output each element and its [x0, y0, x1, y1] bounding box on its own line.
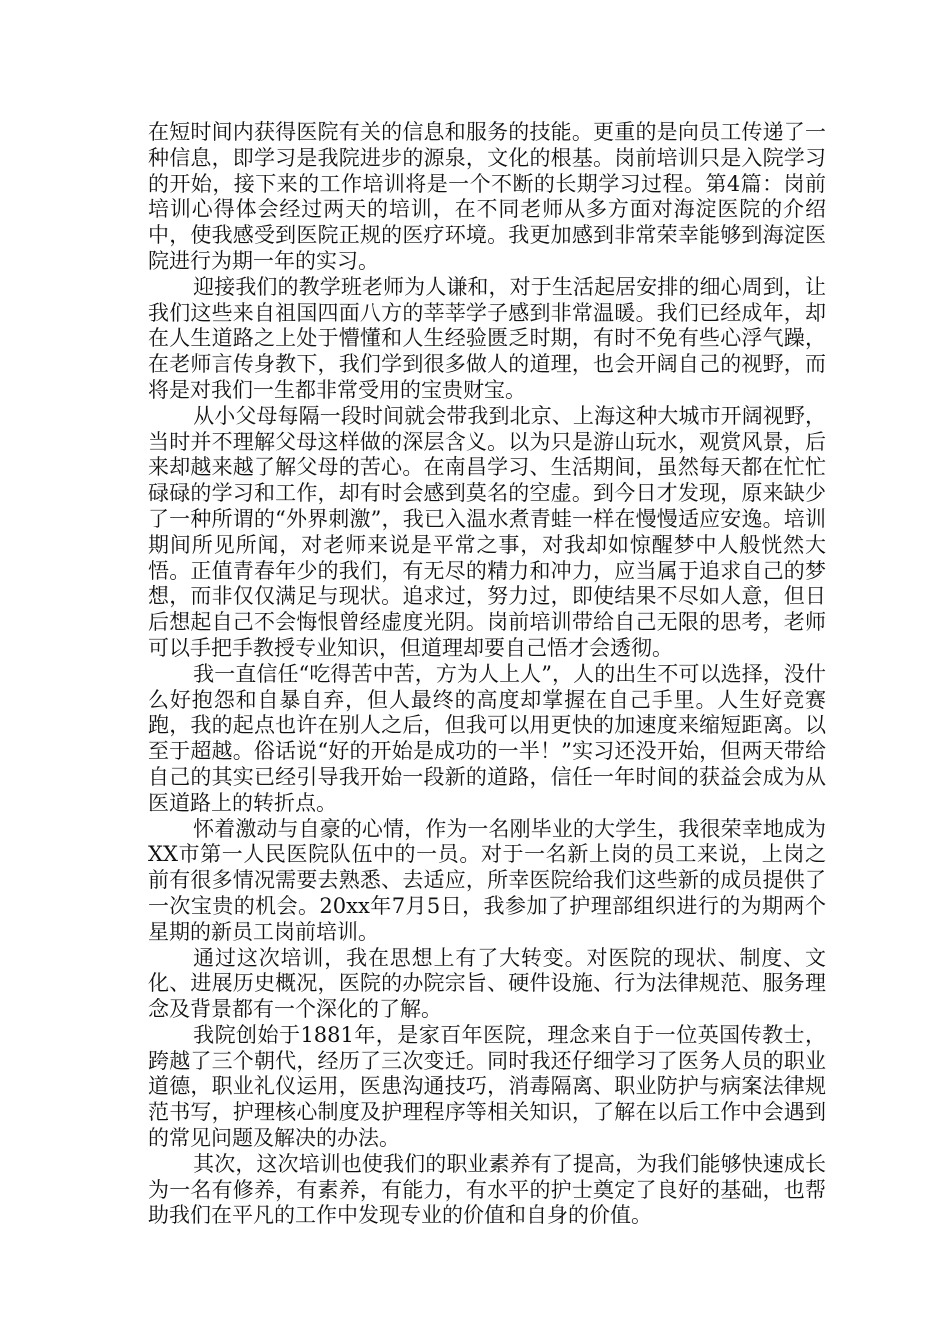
paragraph-5: 怀着激动与自豪的心情，作为一名刚毕业的大学生，我很荣幸地成为XX市第一人民医院队伍中的一员。对于一名新上岗的员工来说，上岗之前有很多情况需要去熟悉、去适应，所幸医院给我们这些新的成员提供了一次宝贵的机会。20xx年7月5日，我参加了护理部组织进行的为期两个星期的新员工岗前培训。: [148, 816, 826, 944]
paragraph-3: 从小父母每隔一段时间就会带我到北京、上海这种大城市开阔视野，当时并不理解父母这样做的深层含义。以为只是游山玩水，观赏风景，后来却越来越了解父母的苦心。在南昌学习、生活期间，虽然每天都在忙忙碌碌的学习和工作，却有时会感到莫名的空虚。到今日才发现，原来缺少了一种所谓的“外界刺激”，我已入温水煮青蛙一样在慢慢适应安逸。培训期间所见所闻，对老师来说是平常之事，对我却如惊醒梦中人般恍然大悟。正值青春年少的我们，有无尽的精力和冲力，应当属于追求自己的梦想，而非仅仅满足与现状。追求过，努力过，即使结果不尽如人意，但日后想起自己不会悔恨曾经虚度光阴。岗前培训带给自己无限的思考，老师可以手把手教授专业知识，但道理却要自己悟才会透彻。: [148, 403, 826, 660]
paragraph-6: 通过这次培训，我在思想上有了大转变。对医院的现状、制度、文化、进展历史概况，医院的办院宗旨、硬件设施、行为法律规范、服务理念及背景都有一个深化的了解。: [148, 945, 826, 1022]
document-body: [148, 120, 826, 1229]
paragraph-7: 我院创始于1881年，是家百年医院，理念来自于一位英国传教士，跨越了三个朝代，经历了三次变迁。同时我还仔细学习了医务人员的职业道德，职业礼仪运用，医患沟通技巧，消毒隔离、职业防护与病案法律规范书写，护理核心制度及护理程序等相关知识，了解在以后工作中会遇到的常见问题及解决的办法。: [148, 1022, 826, 1151]
paragraph-8: 其次，这次培训也使我们的职业素养有了提高，为我们能够快速成长为一名有修养，有素养，有能力，有水平的护士奠定了良好的基础，也帮助我们在平凡的工作中发现专业的价值和自身的价值。: [148, 1151, 826, 1228]
paragraph-4: 我一直信任“吃得苦中苦，方为人上人”，人的出生不可以选择，没什么好抱怨和自暴自弃，但人最终的高度却掌握在自己手里。人生好竞赛跑，我的起点也许在别人之后，但我可以用更快的加速度来缩短距离。以至于超越。俗话说“好的开始是成功的一半！”实习还没开始，但两天带给自己的其实已经引导我开始一段新的道路，信任一年时间的获益会成为从医道路上的转折点。: [148, 661, 826, 815]
paragraph-1: 在短时间内获得医院有关的信息和服务的技能。更重的是向员工传递了一种信息，即学习是我院进步的源泉，文化的根基。岗前培训只是入院学习的开始，接下来的工作培训将是一个不断的长期学习过程。第4篇：岗前培训心得体会经过两天的培训，在不同老师从多方面对海淀医院的介绍中，使我感受到医院正规的医疗环境。我更加感到非常荣幸能够到海淀医院进行为期一年的实习。: [148, 120, 826, 273]
paragraph-2: 迎接我们的教学班老师为人谦和，对于生活起居安排的细心周到，让我们这些来自祖国四面八方的莘莘学子感到非常温暖。我们已经成年，却在人生道路之上处于懵懂和人生经验匮乏时期，有时不免有些心浮气躁，在老师言传身教下，我们学到很多做人的道理，也会开阔自己的视野，而将是对我们一生都非常受用的宝贵财宝。: [148, 274, 826, 402]
